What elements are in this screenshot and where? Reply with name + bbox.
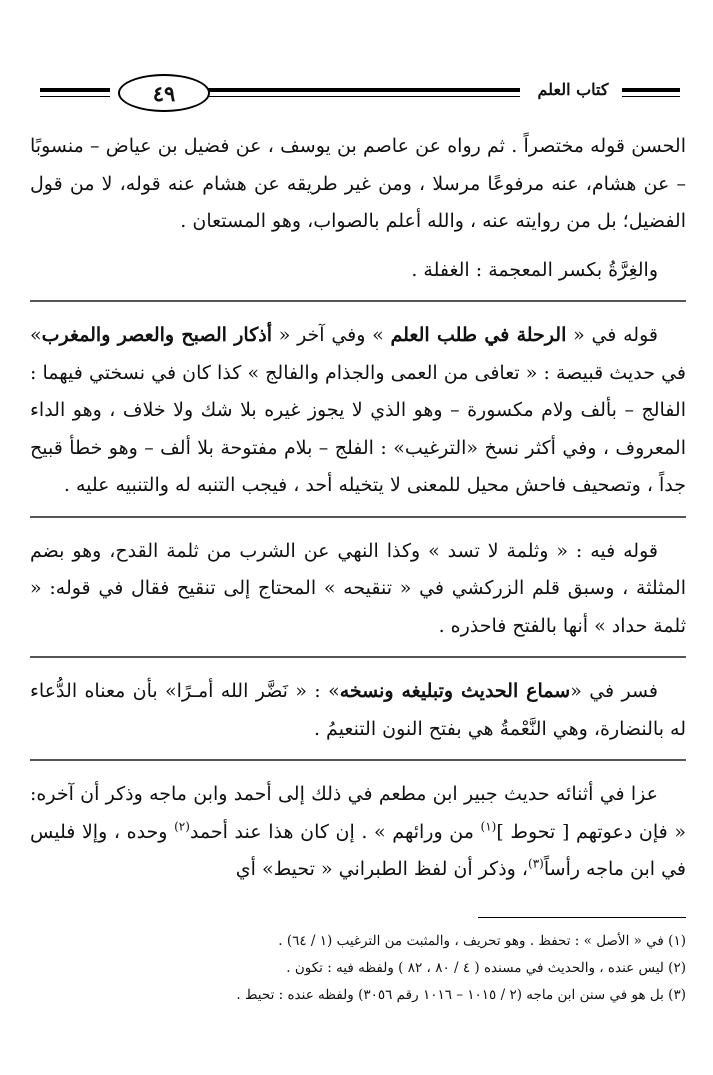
- book-title: كتاب العلم: [537, 80, 609, 99]
- text-run: فسر في «: [570, 680, 658, 702]
- header-rule: [40, 96, 110, 97]
- paragraph: [30, 317, 686, 505]
- footnote: (٣) بل هو في سنن ابن ماجه (٢ / ١٠١٥ – ١٠١٦ رقم ٣٠٥٦) ولفظه عنده : تحيط .: [236, 987, 686, 1003]
- section-divider: [30, 516, 686, 518]
- footnote: (١) في « الأصل » : تحفظ . وهو تحريف ، والمثبت من الترغيب (١ / ٦٤) .: [278, 933, 686, 949]
- text-run: » وفي آخر «: [271, 324, 391, 346]
- paragraph: الحسن قوله مختصراً . ثم رواه عن عاصم بن يوسف ، عن فضيل بن عياض – منسوبًا – عن هشام، عنه مرفوعًا مرسلا ، ومن غير طريقه عن هشام عنه قوله، لا من قول الفضيل؛ بل من روايته عنه ، والله أعلم بالصواب، وهو المستعان .: [30, 135, 686, 232]
- chapter-title: أذكار الصبح والعصر والمغرب: [41, 324, 272, 346]
- paragraph: [30, 673, 686, 748]
- body-text: [30, 128, 686, 900]
- header-rule: [208, 96, 520, 97]
- text-run: ، وذكر أن لفظ الطبراني « تحيط» أي: [235, 858, 529, 880]
- text-run: » : « نَضَّر الله أمـرًا» بأن معناه الدُّعاء له بالنضارة، وهي النَّعْمةُ هي بفتح النون التنعيمُ .: [30, 680, 686, 740]
- header-rule: [622, 96, 680, 97]
- section-divider: [30, 656, 686, 658]
- page-header: [40, 78, 680, 118]
- paragraph: والغِرَّةُ بكسر المعجمة : الغفلة .: [411, 258, 658, 281]
- chapter-title: الرحلة في طلب العلم: [390, 324, 567, 346]
- paragraph: [30, 776, 686, 889]
- text-run: قوله في «: [566, 324, 658, 346]
- footnote: (٢) ليس عنده ، والحديث في مسنده ( ٤ / ٨٠ ، ٨٢ ) ولفظه فيه : تكون .: [286, 960, 686, 976]
- paragraph: قوله فيه : « وثلمة لا تسد » وكذا النهي عن الشرب من ثلمة القدح، وهو بضم المثلثة ، وسبق قلم الزركشي في « تنقيحه » المحتاج إلى تنقيح فقال في قوله: « ثلمة حداد » أنها بالفتح فاحذره .: [30, 539, 686, 637]
- footnote-ref: (٣): [528, 856, 544, 871]
- text-run: وحده ، وإلا فليس في ابن ماجه رأساً: [30, 820, 686, 880]
- section-divider: [30, 300, 686, 302]
- footnote-ref: (١): [480, 819, 497, 834]
- header-rule: [622, 88, 680, 92]
- footnote-ref: (٢): [174, 819, 190, 834]
- text-run: من ورائهم » . إن كان هذا عند أحمد: [189, 820, 481, 843]
- text-run: عزا في أثنائه حديث جبير ابن مطعم في ذلك إلى أحمد وابن ماجه وذكر أن آخره: « فإن دعوتهم [ تحوط ]: [30, 783, 686, 843]
- chapter-title: سماع الحديث وتبليغه ونسخه: [339, 680, 571, 702]
- header-rule: [208, 88, 520, 92]
- footnote-rule: [478, 917, 686, 918]
- section-divider: [30, 759, 686, 761]
- text-run: » في حديث قبيصة : « تعافى من العمى والجذام والفالج » كذا كان في نسختي فيهما : الفالج – بألف ولام مكسورة – وهو الذي لا يجوز غيره بلا شك ولا خلاف ، وهو الداء المعروف ، وفي أكثر نسخ «الترغيب» : الفلج – بلام مفتوحة بلا ألف – وهو خطأ قبيح جداً ، وتصحيف فاحش محيل للمعنى لا يتخيله أحد ، فيجب التنبه له والتنبيه عليه .: [30, 324, 686, 496]
- page-number: ٤٩: [118, 74, 210, 112]
- footnotes: [150, 928, 686, 1009]
- header-rule: [40, 88, 110, 92]
